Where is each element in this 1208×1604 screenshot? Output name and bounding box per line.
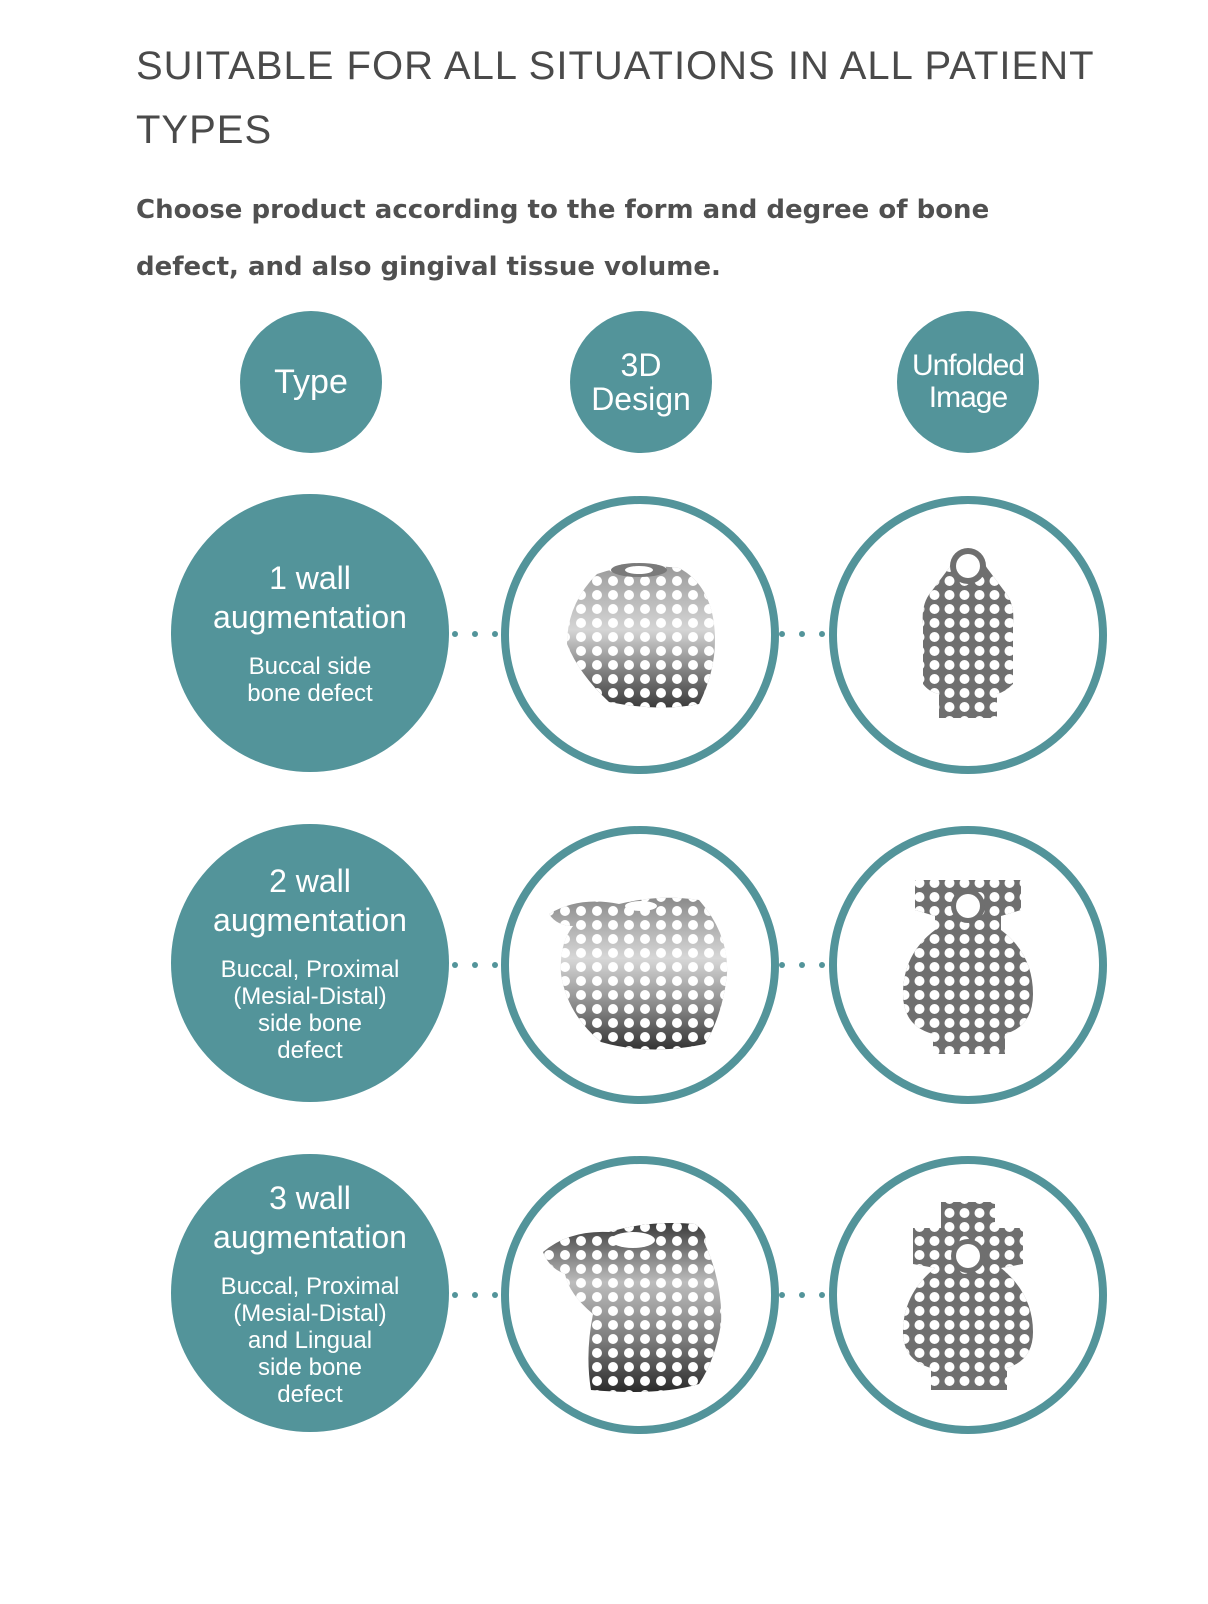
page-subtitle: Choose product according to the form and degree of bone defect, and also gingival tissue volume. bbox=[136, 195, 990, 282]
connector-dots bbox=[450, 960, 502, 970]
column-header-type bbox=[240, 311, 382, 453]
titanium-mesh-3d-icon bbox=[509, 504, 771, 766]
type-description: Buccal, Proximal (Mesial-Distal) and Lingual side bone defect bbox=[220, 1272, 400, 1408]
column-header-3d-design-label: 3D Design bbox=[591, 347, 691, 417]
design-ring-3-wall bbox=[501, 1156, 779, 1434]
column-header-unfolded-image bbox=[897, 311, 1039, 453]
titanium-mesh-flat-icon bbox=[837, 1164, 1099, 1426]
type-name: 1 wall augmentation bbox=[213, 560, 407, 635]
unfolded-ring-2-wall bbox=[829, 826, 1107, 1104]
type-name: 3 wall augmentation bbox=[213, 1179, 407, 1255]
titanium-mesh-3d-icon bbox=[509, 1164, 771, 1426]
connector-dots bbox=[777, 960, 829, 970]
design-ring-2-wall bbox=[501, 826, 779, 1104]
type-circle-2-wall bbox=[171, 824, 449, 1102]
design-ring-1-wall bbox=[501, 496, 779, 774]
type-name: 2 wall augmentation bbox=[213, 863, 407, 938]
column-header-unfolded-image-label: Unfolded Image bbox=[911, 349, 1025, 414]
connector-dots bbox=[450, 1290, 502, 1300]
column-header-3d-design bbox=[570, 311, 712, 453]
connector-dots bbox=[450, 629, 502, 639]
type-circle-1-wall bbox=[171, 494, 449, 772]
type-description: Buccal side bone defect bbox=[247, 653, 373, 707]
column-header-type-label: Type bbox=[274, 363, 348, 401]
titanium-mesh-flat-icon bbox=[837, 834, 1099, 1096]
page-title: SUITABLE FOR ALL SITUATIONS IN ALL PATIENT TYPES bbox=[136, 44, 1094, 152]
connector-dots bbox=[777, 1290, 829, 1300]
unfolded-ring-3-wall bbox=[829, 1156, 1107, 1434]
type-circle-3-wall bbox=[171, 1154, 449, 1432]
unfolded-ring-1-wall bbox=[829, 496, 1107, 774]
titanium-mesh-3d-icon bbox=[509, 834, 771, 1096]
type-description: Buccal, Proximal (Mesial-Distal) side bone defect bbox=[220, 956, 400, 1064]
connector-dots bbox=[777, 629, 829, 639]
titanium-mesh-flat-icon bbox=[837, 504, 1099, 766]
